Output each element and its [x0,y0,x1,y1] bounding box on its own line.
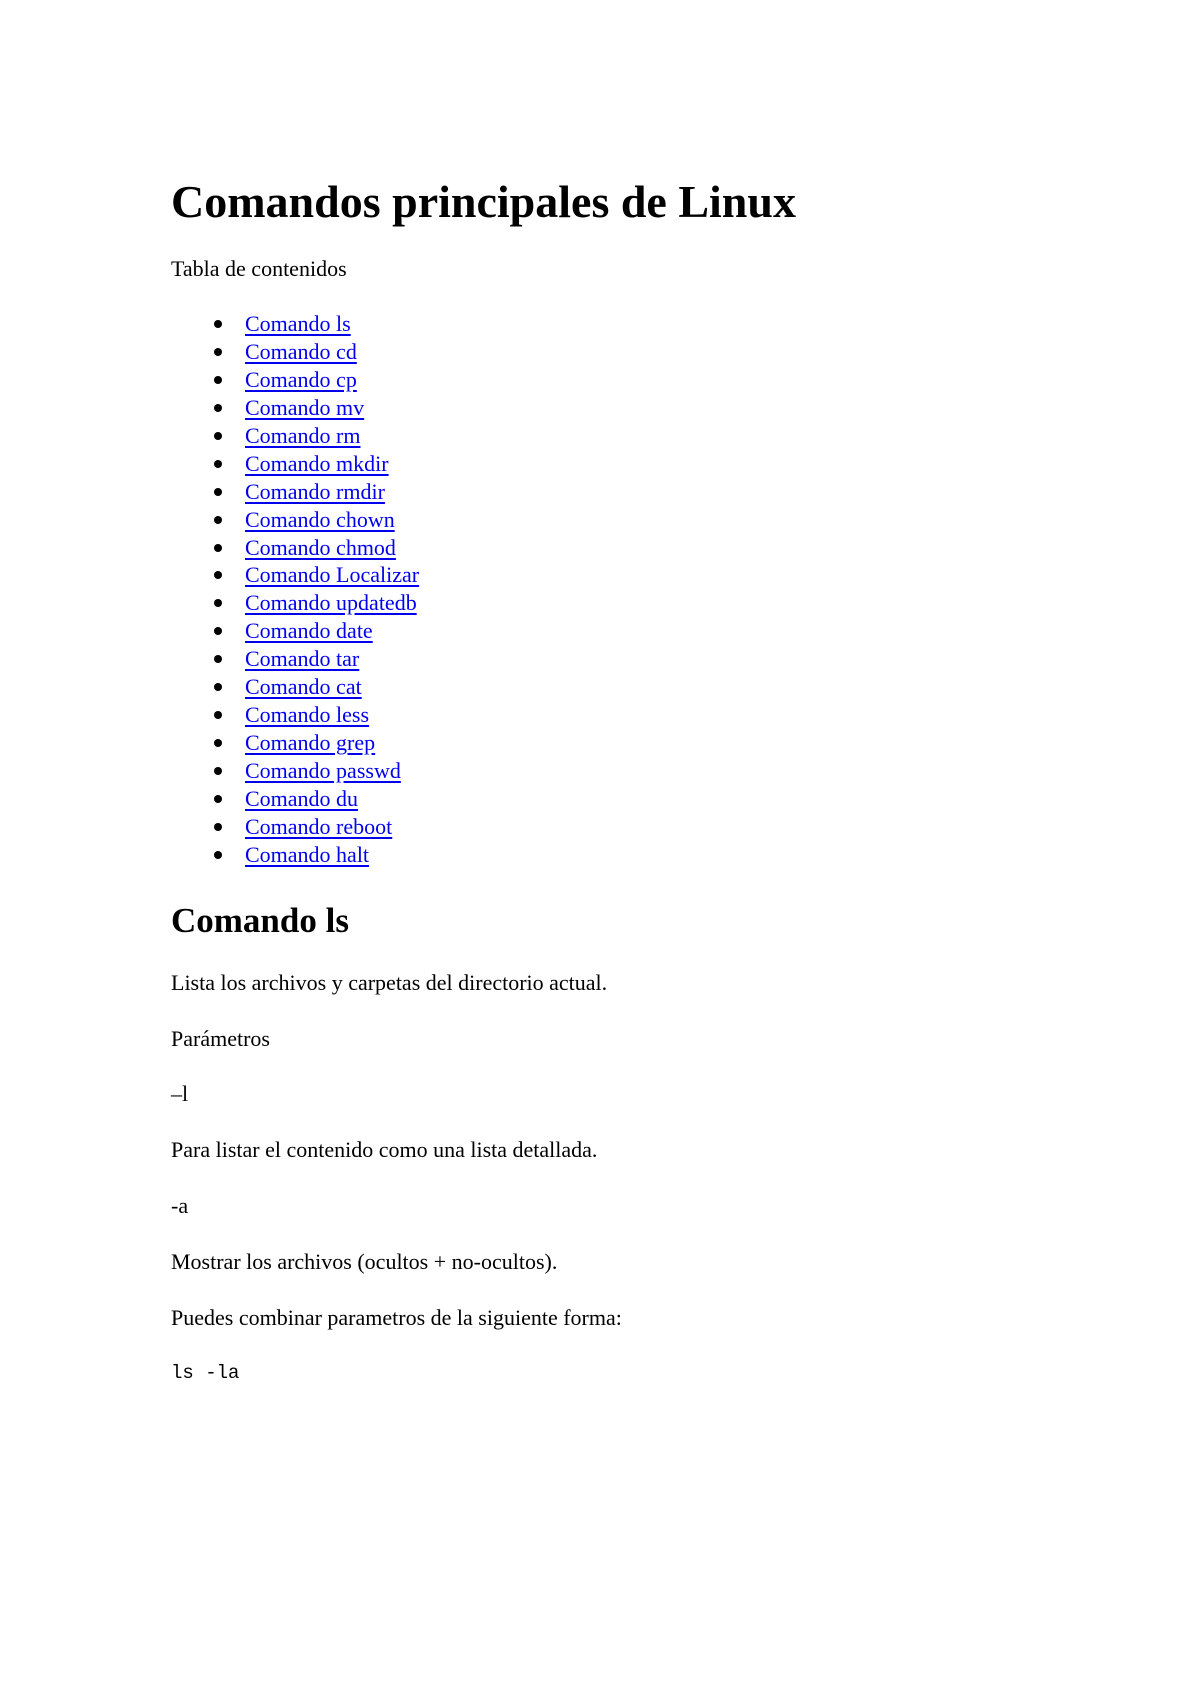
bullet-icon [214,571,222,579]
page-title: Comandos principales de Linux [171,176,796,227]
bullet-icon [214,823,222,831]
toc-item [171,701,419,729]
toc-item [171,534,419,562]
toc-link[interactable]: Comando ls [245,311,351,336]
bullet-icon [214,795,222,803]
toc-link[interactable]: Comando cat [245,674,362,700]
toc-link[interactable]: Comando cd [245,338,357,364]
toc-link[interactable]: Comando chown [245,506,395,532]
toc-link[interactable]: Comando updatedb [245,590,417,616]
bullet-icon [214,516,222,524]
toc-link[interactable]: Comando reboot [245,813,393,839]
toc-item [171,729,419,757]
toc-item [171,310,419,338]
param-l: –l [171,1081,189,1106]
param-a: -a [171,1193,189,1218]
bullet-icon [214,320,222,328]
combine-text: Puedes combinar parametros de la siguiente forma: [171,1305,622,1330]
toc-item [171,394,419,422]
toc-item [171,841,419,869]
toc-link[interactable]: Comando date [245,618,373,644]
bullet-icon [214,599,222,607]
toc-link[interactable]: Comando cp [245,366,357,392]
toc-item [171,506,419,534]
toc-item [171,366,419,394]
toc-item [171,785,419,813]
toc-link[interactable]: Comando less [245,702,370,728]
toc-link[interactable]: Comando halt [245,841,370,867]
bullet-icon [214,488,222,496]
toc-link[interactable]: Comando chmod [245,534,396,560]
table-of-contents [171,310,419,869]
toc-item [171,589,419,617]
bullet-icon [214,404,222,412]
toc-item [171,617,419,645]
code-example: ls -la [171,1362,240,1384]
toc-item [171,673,419,701]
toc-link[interactable]: Comando mv [245,394,365,420]
toc-item [171,757,419,785]
toc-item [171,478,419,506]
toc-link[interactable]: Comando mkdir [245,450,389,476]
bullet-icon [214,683,222,691]
toc-link[interactable]: Comando tar [245,646,360,672]
toc-link[interactable]: Comando grep [245,730,376,756]
bullet-icon [214,376,222,384]
bullet-icon [214,767,222,775]
bullet-icon [214,851,222,859]
bullet-icon [214,739,222,747]
params-label: Parámetros [171,1026,270,1051]
section-description: Lista los archivos y carpetas del directorio actual. [171,970,608,995]
bullet-icon [214,711,222,719]
bullet-icon [214,655,222,663]
toc-item [171,561,419,589]
toc-link[interactable]: Comando Localizar [245,562,420,588]
bullet-icon [214,348,222,356]
toc-item [171,645,419,673]
section-heading-ls: Comando ls [171,901,349,940]
bullet-icon [214,544,222,552]
param-l-description: Para listar el contenido como una lista detallada. [171,1137,598,1162]
toc-label: Tabla de contenidos [171,256,347,281]
toc-item [171,338,419,366]
bullet-icon [214,460,222,468]
toc-item [171,450,419,478]
toc-item [171,813,419,841]
toc-link[interactable]: Comando rm [245,422,361,448]
param-a-description: Mostrar los archivos (ocultos + no-ocultos). [171,1249,558,1274]
toc-link[interactable]: Comando passwd [245,758,401,783]
toc-link[interactable]: Comando du [245,785,359,811]
toc-item [171,422,419,450]
bullet-icon [214,432,222,440]
toc-link[interactable]: Comando rmdir [245,478,385,504]
bullet-icon [214,627,222,635]
